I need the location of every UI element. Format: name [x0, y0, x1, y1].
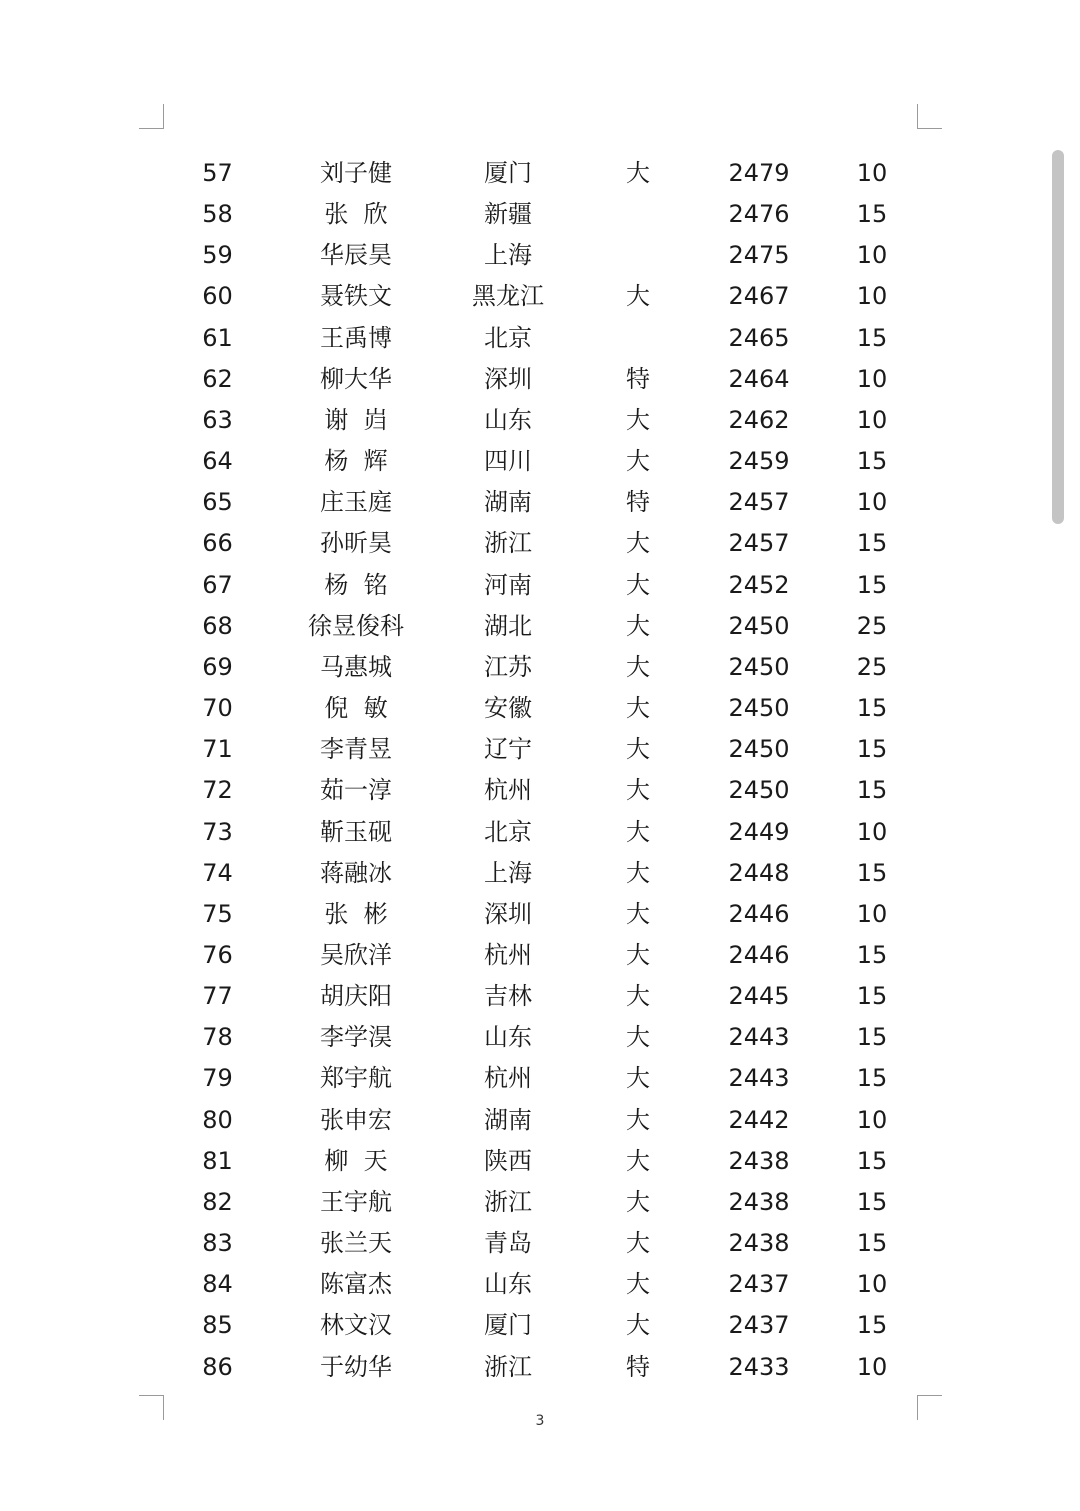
rank-cell: 75 [202, 899, 233, 928]
rating-cell: 2446 [728, 899, 790, 928]
region-cell: 杭州 [484, 1064, 532, 1093]
title-cell: 大 [626, 940, 650, 969]
title-cell: 大 [626, 159, 650, 187]
player-name-cell: 王宇航 [320, 1187, 392, 1216]
region-cell: 辽宁 [484, 735, 532, 764]
rank-cell: 58 [202, 200, 233, 229]
rating-cell: 2475 [728, 241, 790, 270]
k-factor-cell: 15 [856, 447, 888, 476]
player-name-cell: 李学淏 [320, 1023, 392, 1052]
region-cell: 湖南 [484, 1105, 532, 1134]
table-row [0, 1182, 1080, 1223]
player-name-cell: 张 彬 [324, 899, 388, 928]
table-row [0, 729, 1080, 770]
rank-cell: 73 [202, 817, 233, 846]
table-row [0, 935, 1080, 976]
region-cell: 杭州 [484, 776, 532, 805]
rank-cell: 59 [202, 241, 233, 270]
rank-cell: 86 [202, 1352, 233, 1381]
region-cell: 浙江 [484, 529, 532, 558]
player-name-cell: 李青昱 [320, 735, 392, 764]
rank-cell: 76 [202, 940, 233, 969]
player-name-cell: 倪 敏 [324, 694, 388, 723]
table-row [0, 1100, 1080, 1141]
region-cell: 青岛 [484, 1229, 532, 1258]
rank-cell: 82 [202, 1187, 233, 1216]
k-factor-cell: 10 [856, 1270, 888, 1299]
rating-cell: 2450 [728, 611, 790, 640]
rating-cell: 2476 [728, 200, 790, 229]
k-factor-cell: 15 [856, 570, 888, 599]
region-cell: 杭州 [484, 940, 532, 969]
region-cell: 陕西 [484, 1146, 532, 1175]
k-factor-cell: 10 [856, 817, 888, 846]
k-factor-cell: 25 [856, 652, 888, 681]
region-cell: 浙江 [484, 1187, 532, 1216]
rank-cell: 57 [202, 159, 233, 187]
region-cell: 北京 [484, 323, 532, 352]
table-row [0, 482, 1080, 523]
rank-cell: 85 [202, 1311, 233, 1340]
k-factor-cell: 10 [856, 488, 888, 517]
k-factor-cell: 10 [856, 1352, 888, 1381]
rating-cell: 2442 [728, 1105, 790, 1134]
table-row [0, 359, 1080, 400]
rating-cell: 2437 [728, 1270, 790, 1299]
rating-cell: 2446 [728, 940, 790, 969]
title-cell: 特 [626, 488, 650, 517]
title-cell [608, 235, 668, 276]
player-name-cell: 华辰昊 [320, 241, 392, 270]
table-row [0, 853, 1080, 894]
region-cell: 深圳 [484, 364, 532, 393]
title-cell: 大 [626, 982, 650, 1011]
table-row [0, 1223, 1080, 1264]
rating-cell: 2450 [728, 735, 790, 764]
table-row [0, 688, 1080, 729]
region-cell: 厦门 [484, 159, 532, 187]
title-cell: 大 [626, 282, 650, 311]
k-factor-cell: 10 [856, 241, 888, 270]
title-cell: 特 [626, 364, 650, 393]
region-cell: 吉林 [484, 982, 532, 1011]
rating-cell: 2457 [728, 488, 790, 517]
player-name-cell: 马惠城 [320, 652, 392, 681]
title-cell: 大 [626, 694, 650, 723]
table-row [0, 276, 1080, 317]
rank-cell: 64 [202, 447, 233, 476]
player-name-cell: 陈富杰 [320, 1270, 392, 1299]
title-cell: 大 [626, 652, 650, 681]
margin-mark-bottom-left [139, 1395, 164, 1420]
k-factor-cell: 15 [856, 858, 888, 887]
title-cell: 大 [626, 735, 650, 764]
title-cell: 大 [626, 1064, 650, 1093]
margin-mark-bottom-right [917, 1395, 942, 1420]
rating-cell: 2448 [728, 858, 790, 887]
k-factor-cell: 10 [856, 159, 888, 187]
title-cell: 大 [626, 858, 650, 887]
title-cell: 大 [626, 899, 650, 928]
title-cell: 大 [626, 1270, 650, 1299]
rating-cell: 2452 [728, 570, 790, 599]
rank-cell: 83 [202, 1229, 233, 1258]
rank-cell: 66 [202, 529, 233, 558]
player-name-cell: 林文汉 [320, 1311, 392, 1340]
table-row [0, 318, 1080, 359]
region-cell: 新疆 [484, 200, 532, 229]
rating-cell: 2443 [728, 1064, 790, 1093]
k-factor-cell: 10 [856, 405, 888, 434]
rating-cell: 2457 [728, 529, 790, 558]
rating-cell: 2462 [728, 405, 790, 434]
table-row [0, 647, 1080, 688]
rating-cell: 2450 [728, 776, 790, 805]
region-cell: 河南 [484, 570, 532, 599]
region-cell: 山东 [484, 1023, 532, 1052]
k-factor-cell: 15 [856, 1229, 888, 1258]
player-name-cell: 张 欣 [324, 200, 388, 229]
player-name-cell: 孙昕昊 [320, 529, 392, 558]
table-row [0, 976, 1080, 1017]
k-factor-cell: 15 [856, 940, 888, 969]
rating-cell: 2464 [728, 364, 790, 393]
rating-cell: 2459 [728, 447, 790, 476]
table-row [0, 606, 1080, 647]
title-cell: 大 [626, 817, 650, 846]
rank-cell: 69 [202, 652, 233, 681]
player-name-cell: 杨 铭 [324, 570, 388, 599]
table-row [0, 812, 1080, 853]
table-row [0, 1058, 1080, 1099]
vertical-scrollbar[interactable] [1050, 150, 1066, 524]
rank-cell: 72 [202, 776, 233, 805]
k-factor-cell: 10 [856, 899, 888, 928]
player-name-cell: 张兰天 [320, 1229, 392, 1258]
table-row [0, 194, 1080, 235]
region-cell: 安徽 [484, 694, 532, 723]
region-cell: 江苏 [484, 652, 532, 681]
k-factor-cell: 15 [856, 1064, 888, 1093]
title-cell: 大 [626, 1311, 650, 1340]
region-cell: 湖南 [484, 488, 532, 517]
region-cell: 上海 [484, 241, 532, 270]
rank-cell: 62 [202, 364, 233, 393]
region-cell: 黑龙江 [472, 282, 544, 311]
player-name-cell: 柳大华 [320, 364, 392, 393]
title-cell: 大 [626, 1146, 650, 1175]
page-number: 3 [535, 1413, 545, 1429]
k-factor-cell: 15 [856, 200, 888, 229]
rating-cell: 2433 [728, 1352, 790, 1381]
table-row [0, 894, 1080, 935]
player-name-cell: 聂铁文 [320, 282, 392, 311]
k-factor-cell: 15 [856, 776, 888, 805]
rating-cell: 2438 [728, 1229, 790, 1258]
rank-cell: 79 [202, 1064, 233, 1093]
player-name-cell: 张申宏 [320, 1105, 392, 1134]
region-cell: 深圳 [484, 899, 532, 928]
margin-mark-top-right [917, 104, 942, 129]
ranking-table [0, 153, 1080, 1388]
player-name-cell: 杨 辉 [324, 447, 388, 476]
rating-cell: 2450 [728, 652, 790, 681]
region-cell: 湖北 [484, 611, 532, 640]
table-row [0, 770, 1080, 811]
rank-cell: 65 [202, 488, 233, 517]
table-row [0, 1305, 1080, 1346]
region-cell: 厦门 [484, 1311, 532, 1340]
rating-cell: 2437 [728, 1311, 790, 1340]
rating-cell: 2465 [728, 323, 790, 352]
k-factor-cell: 15 [856, 694, 888, 723]
title-cell [608, 194, 668, 235]
region-cell: 浙江 [484, 1352, 532, 1381]
player-name-cell: 刘子健 [320, 159, 392, 187]
rank-cell: 78 [202, 1023, 233, 1052]
rank-cell: 84 [202, 1270, 233, 1299]
table-row [0, 523, 1080, 564]
margin-mark-top-left [139, 104, 164, 129]
k-factor-cell: 15 [856, 1311, 888, 1340]
rank-cell: 81 [202, 1146, 233, 1175]
rank-cell: 77 [202, 982, 233, 1011]
rank-cell: 67 [202, 570, 233, 599]
player-name-cell: 胡庆阳 [320, 982, 392, 1011]
player-name-cell: 谢 岿 [324, 405, 388, 434]
rating-cell: 2450 [728, 694, 790, 723]
rank-cell: 71 [202, 735, 233, 764]
table-row [0, 1347, 1080, 1388]
rating-cell: 2467 [728, 282, 790, 311]
k-factor-cell: 15 [856, 529, 888, 558]
rank-cell: 60 [202, 282, 233, 311]
table-row [0, 235, 1080, 276]
title-cell: 大 [626, 776, 650, 805]
k-factor-cell: 25 [856, 611, 888, 640]
table-row [0, 441, 1080, 482]
player-name-cell: 郑宇航 [320, 1064, 392, 1093]
table-row [0, 1264, 1080, 1305]
player-name-cell: 柳 天 [324, 1146, 388, 1175]
rating-cell: 2479 [728, 159, 790, 187]
table-row [0, 153, 1080, 194]
table-row [0, 565, 1080, 606]
rank-cell: 68 [202, 611, 233, 640]
title-cell: 大 [626, 1023, 650, 1052]
table-row [0, 400, 1080, 441]
region-cell: 北京 [484, 817, 532, 846]
title-cell: 特 [626, 1352, 650, 1381]
region-cell: 山东 [484, 1270, 532, 1299]
player-name-cell: 吴欣洋 [320, 940, 392, 969]
region-cell: 上海 [484, 858, 532, 887]
table-row [0, 1017, 1080, 1058]
k-factor-cell: 10 [856, 364, 888, 393]
player-name-cell: 庄玉庭 [320, 488, 392, 517]
k-factor-cell: 15 [856, 1187, 888, 1216]
region-cell: 山东 [484, 405, 532, 434]
rank-cell: 63 [202, 405, 233, 434]
rating-cell: 2438 [728, 1187, 790, 1216]
k-factor-cell: 10 [856, 1105, 888, 1134]
k-factor-cell: 15 [856, 735, 888, 764]
rating-cell: 2443 [728, 1023, 790, 1052]
title-cell: 大 [626, 611, 650, 640]
player-name-cell: 茹一淳 [320, 776, 392, 805]
rank-cell: 61 [202, 323, 233, 352]
rating-cell: 2449 [728, 817, 790, 846]
rank-cell: 74 [202, 858, 233, 887]
k-factor-cell: 15 [856, 1146, 888, 1175]
rank-cell: 70 [202, 694, 233, 723]
title-cell [608, 318, 668, 359]
player-name-cell: 于幼华 [320, 1352, 392, 1381]
title-cell: 大 [626, 1105, 650, 1134]
rank-cell: 80 [202, 1105, 233, 1134]
k-factor-cell: 15 [856, 1023, 888, 1052]
player-name-cell: 徐昱俊科 [308, 611, 404, 640]
title-cell: 大 [626, 1187, 650, 1216]
player-name-cell: 王禹博 [320, 323, 392, 352]
rating-cell: 2438 [728, 1146, 790, 1175]
title-cell: 大 [626, 529, 650, 558]
player-name-cell: 蒋融冰 [320, 858, 392, 887]
player-name-cell: 靳玉砚 [320, 817, 392, 846]
region-cell: 四川 [484, 447, 532, 476]
k-factor-cell: 15 [856, 982, 888, 1011]
table-row [0, 1141, 1080, 1182]
k-factor-cell: 15 [856, 323, 888, 352]
k-factor-cell: 10 [856, 282, 888, 311]
title-cell: 大 [626, 405, 650, 434]
title-cell: 大 [626, 570, 650, 599]
title-cell: 大 [626, 1229, 650, 1258]
scrollbar-thumb[interactable] [1052, 150, 1064, 524]
title-cell: 大 [626, 447, 650, 476]
rating-cell: 2445 [728, 982, 790, 1011]
